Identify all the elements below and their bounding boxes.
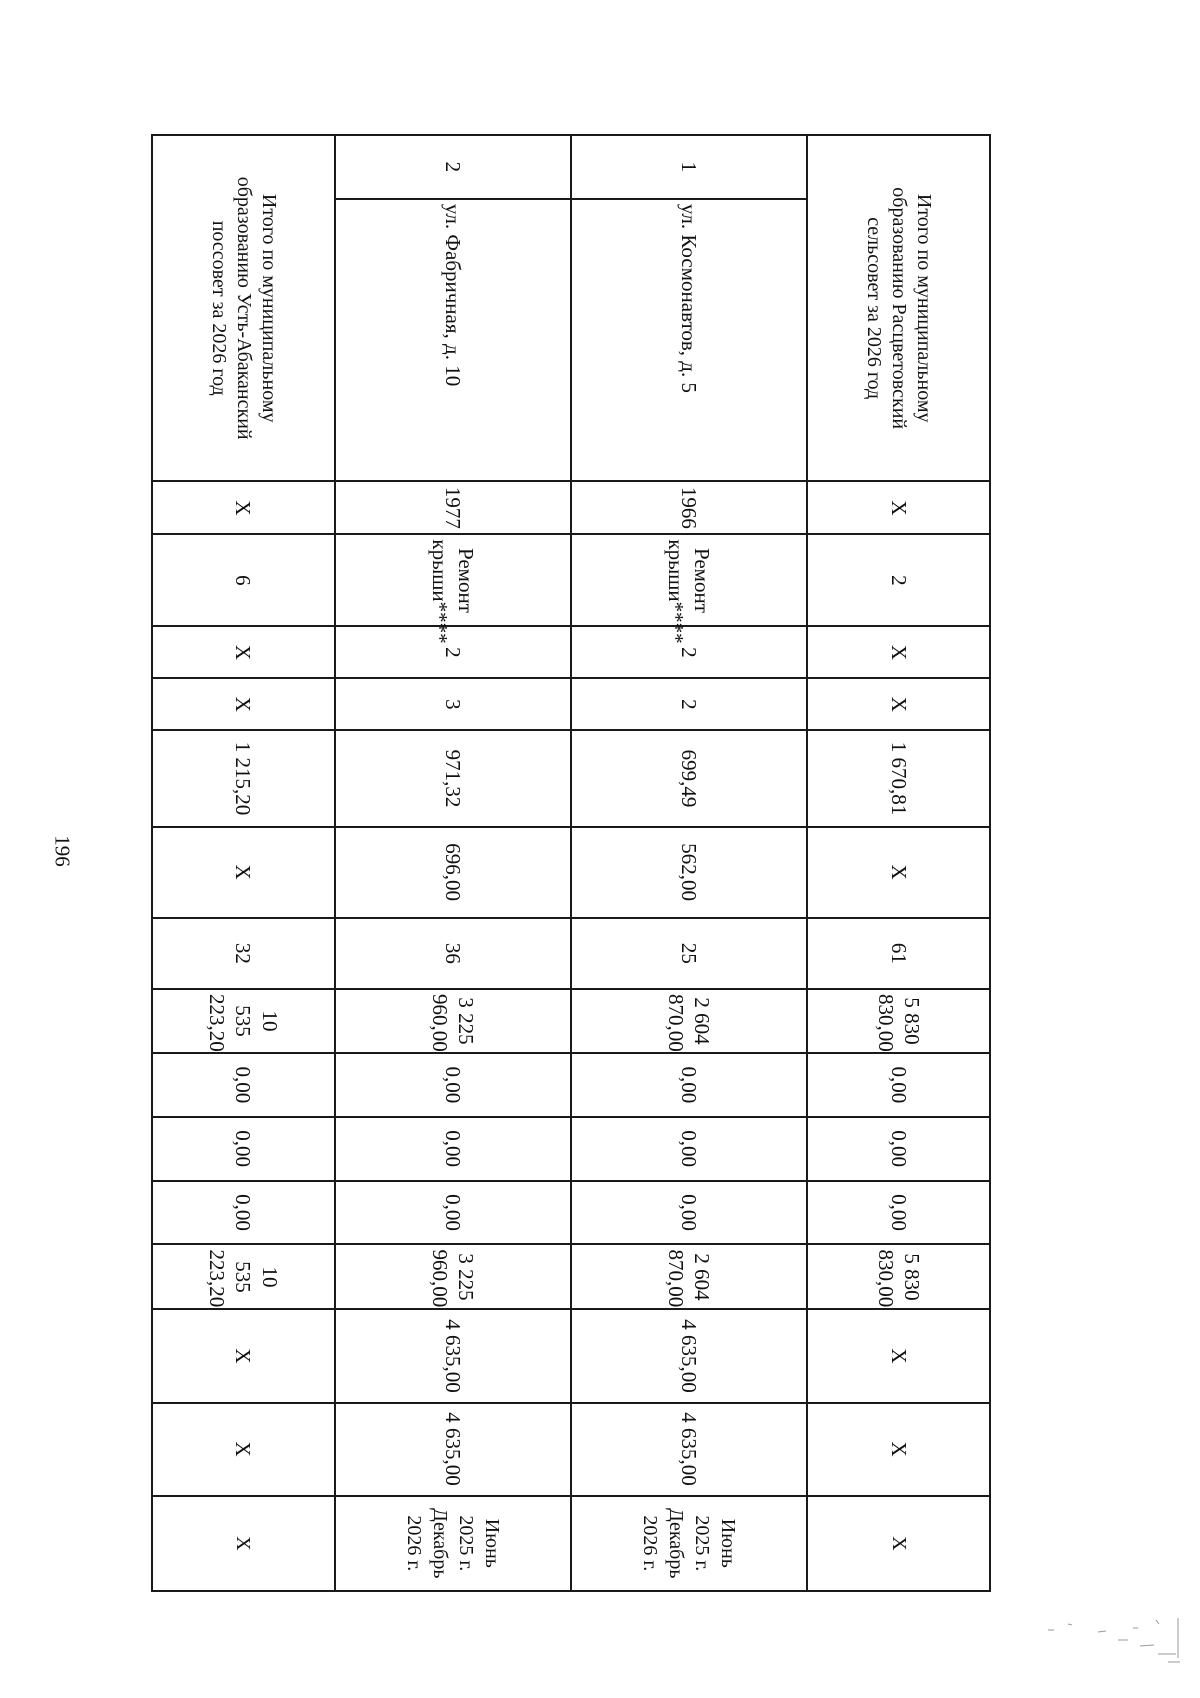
col-5-cell: X <box>807 678 990 730</box>
total-row <box>152 135 335 1591</box>
max-unit-cost-cell: 4 635,00 <box>571 1403 807 1496</box>
year-cell: X <box>807 481 990 534</box>
repair-dates-cell <box>152 1496 335 1591</box>
total-cost-cell: 5 830 830,00 <box>807 989 990 1053</box>
table-row <box>571 135 807 1591</box>
repair-dates-cell <box>571 1496 807 1591</box>
area-cell: 699,49 <box>571 730 807 826</box>
total-row <box>807 135 990 1591</box>
max-unit-cost-cell: 4 635,00 <box>335 1403 571 1496</box>
year-cell: 1966 <box>571 481 807 534</box>
col-8-cell: 25 <box>571 918 807 989</box>
col-11-cell: 0,00 <box>571 1117 807 1181</box>
col-8-cell: 36 <box>335 918 571 989</box>
col-5-cell: X <box>152 678 335 730</box>
capital-repair-table-container <box>151 134 991 1592</box>
repair-dates-cell <box>807 1496 990 1591</box>
row-number-cell: 1 <box>571 135 807 199</box>
unit-cost-cell: X <box>807 1309 990 1402</box>
fund-cost-cell: 2 604 870,00 <box>571 1244 807 1309</box>
max-unit-cost-cell: X <box>807 1403 990 1496</box>
col-12-cell: 0,00 <box>807 1181 990 1245</box>
address-cell: ул. Космонавтов, д. 5 <box>571 199 807 482</box>
fund-cost-cell: 10 535 223,20 <box>152 1244 335 1309</box>
repair-date-line: Декабрь 2026 г. <box>639 1508 688 1579</box>
col-7-cell: X <box>152 827 335 918</box>
work-type-cell: 2 <box>807 534 990 626</box>
fund-cost-cell: 3 225 960,00 <box>335 1244 571 1309</box>
col-4-cell: 2 <box>335 626 571 678</box>
col-10-cell: 0,00 <box>571 1053 807 1117</box>
col-12-cell: 0,00 <box>335 1181 571 1245</box>
total-label-cell: Итого по муниципальному образованию Усть-Абаканский поссовет за 2026 год <box>152 135 335 481</box>
work-type-cell: Ремонт крыши**** <box>571 534 807 626</box>
col-8-cell: 32 <box>152 918 335 989</box>
repair-date-line: X <box>232 1536 255 1551</box>
total-cost-cell: 10 535 223,20 <box>152 989 335 1053</box>
col-12-cell: 0,00 <box>571 1181 807 1245</box>
area-cell: 971,32 <box>335 730 571 826</box>
repair-date-line: Декабрь 2026 г. <box>402 1508 451 1579</box>
col-5-cell: 2 <box>571 678 807 730</box>
area-cell: 1 670,81 <box>807 730 990 826</box>
col-7-cell: X <box>807 827 990 918</box>
repair-dates-cell <box>335 1496 571 1591</box>
col-7-cell: 562,00 <box>571 827 807 918</box>
repair-date-line: X <box>887 1536 910 1551</box>
unit-cost-cell: 4 635,00 <box>335 1309 571 1402</box>
table-row <box>335 135 571 1591</box>
col-11-cell: 0,00 <box>807 1117 990 1181</box>
row-number-cell: 2 <box>335 135 571 199</box>
year-cell: 1977 <box>335 481 571 534</box>
year-cell: X <box>152 481 335 534</box>
col-4-cell: X <box>807 626 990 678</box>
work-type-cell: Ремонт крыши**** <box>335 534 571 626</box>
total-cost-cell: 3 225 960,00 <box>335 989 571 1053</box>
col-10-cell: 0,00 <box>152 1053 335 1117</box>
col-10-cell: 0,00 <box>807 1053 990 1117</box>
col-11-cell: 0,00 <box>152 1117 335 1181</box>
scan-noise-marks <box>1038 1610 1188 1670</box>
col-10-cell: 0,00 <box>335 1053 571 1117</box>
total-cost-cell: 2 604 870,00 <box>571 989 807 1053</box>
work-type-cell: 6 <box>152 534 335 626</box>
col-4-cell: X <box>152 626 335 678</box>
area-cell: 1 215,20 <box>152 730 335 826</box>
max-unit-cost-cell: X <box>152 1403 335 1496</box>
fund-cost-cell: 5 830 830,00 <box>807 1244 990 1309</box>
page-number: 196 <box>50 835 75 867</box>
unit-cost-cell: 4 635,00 <box>571 1309 807 1402</box>
capital-repair-table <box>151 134 991 1592</box>
repair-date-line: Июнь 2025 г. <box>691 1515 740 1572</box>
col-4-cell: 2 <box>571 626 807 678</box>
col-11-cell: 0,00 <box>335 1117 571 1181</box>
col-5-cell: 3 <box>335 678 571 730</box>
unit-cost-cell: X <box>152 1309 335 1402</box>
col-8-cell: 61 <box>807 918 990 989</box>
repair-date-line: Июнь 2025 г. <box>454 1515 503 1572</box>
total-label-cell: Итого по муниципальному образованию Расцветовский сельсовет за 2026 год <box>807 135 990 481</box>
col-7-cell: 696,00 <box>335 827 571 918</box>
col-12-cell: 0,00 <box>152 1181 335 1245</box>
address-cell: ул. Фабричная, д. 10 <box>335 199 571 482</box>
